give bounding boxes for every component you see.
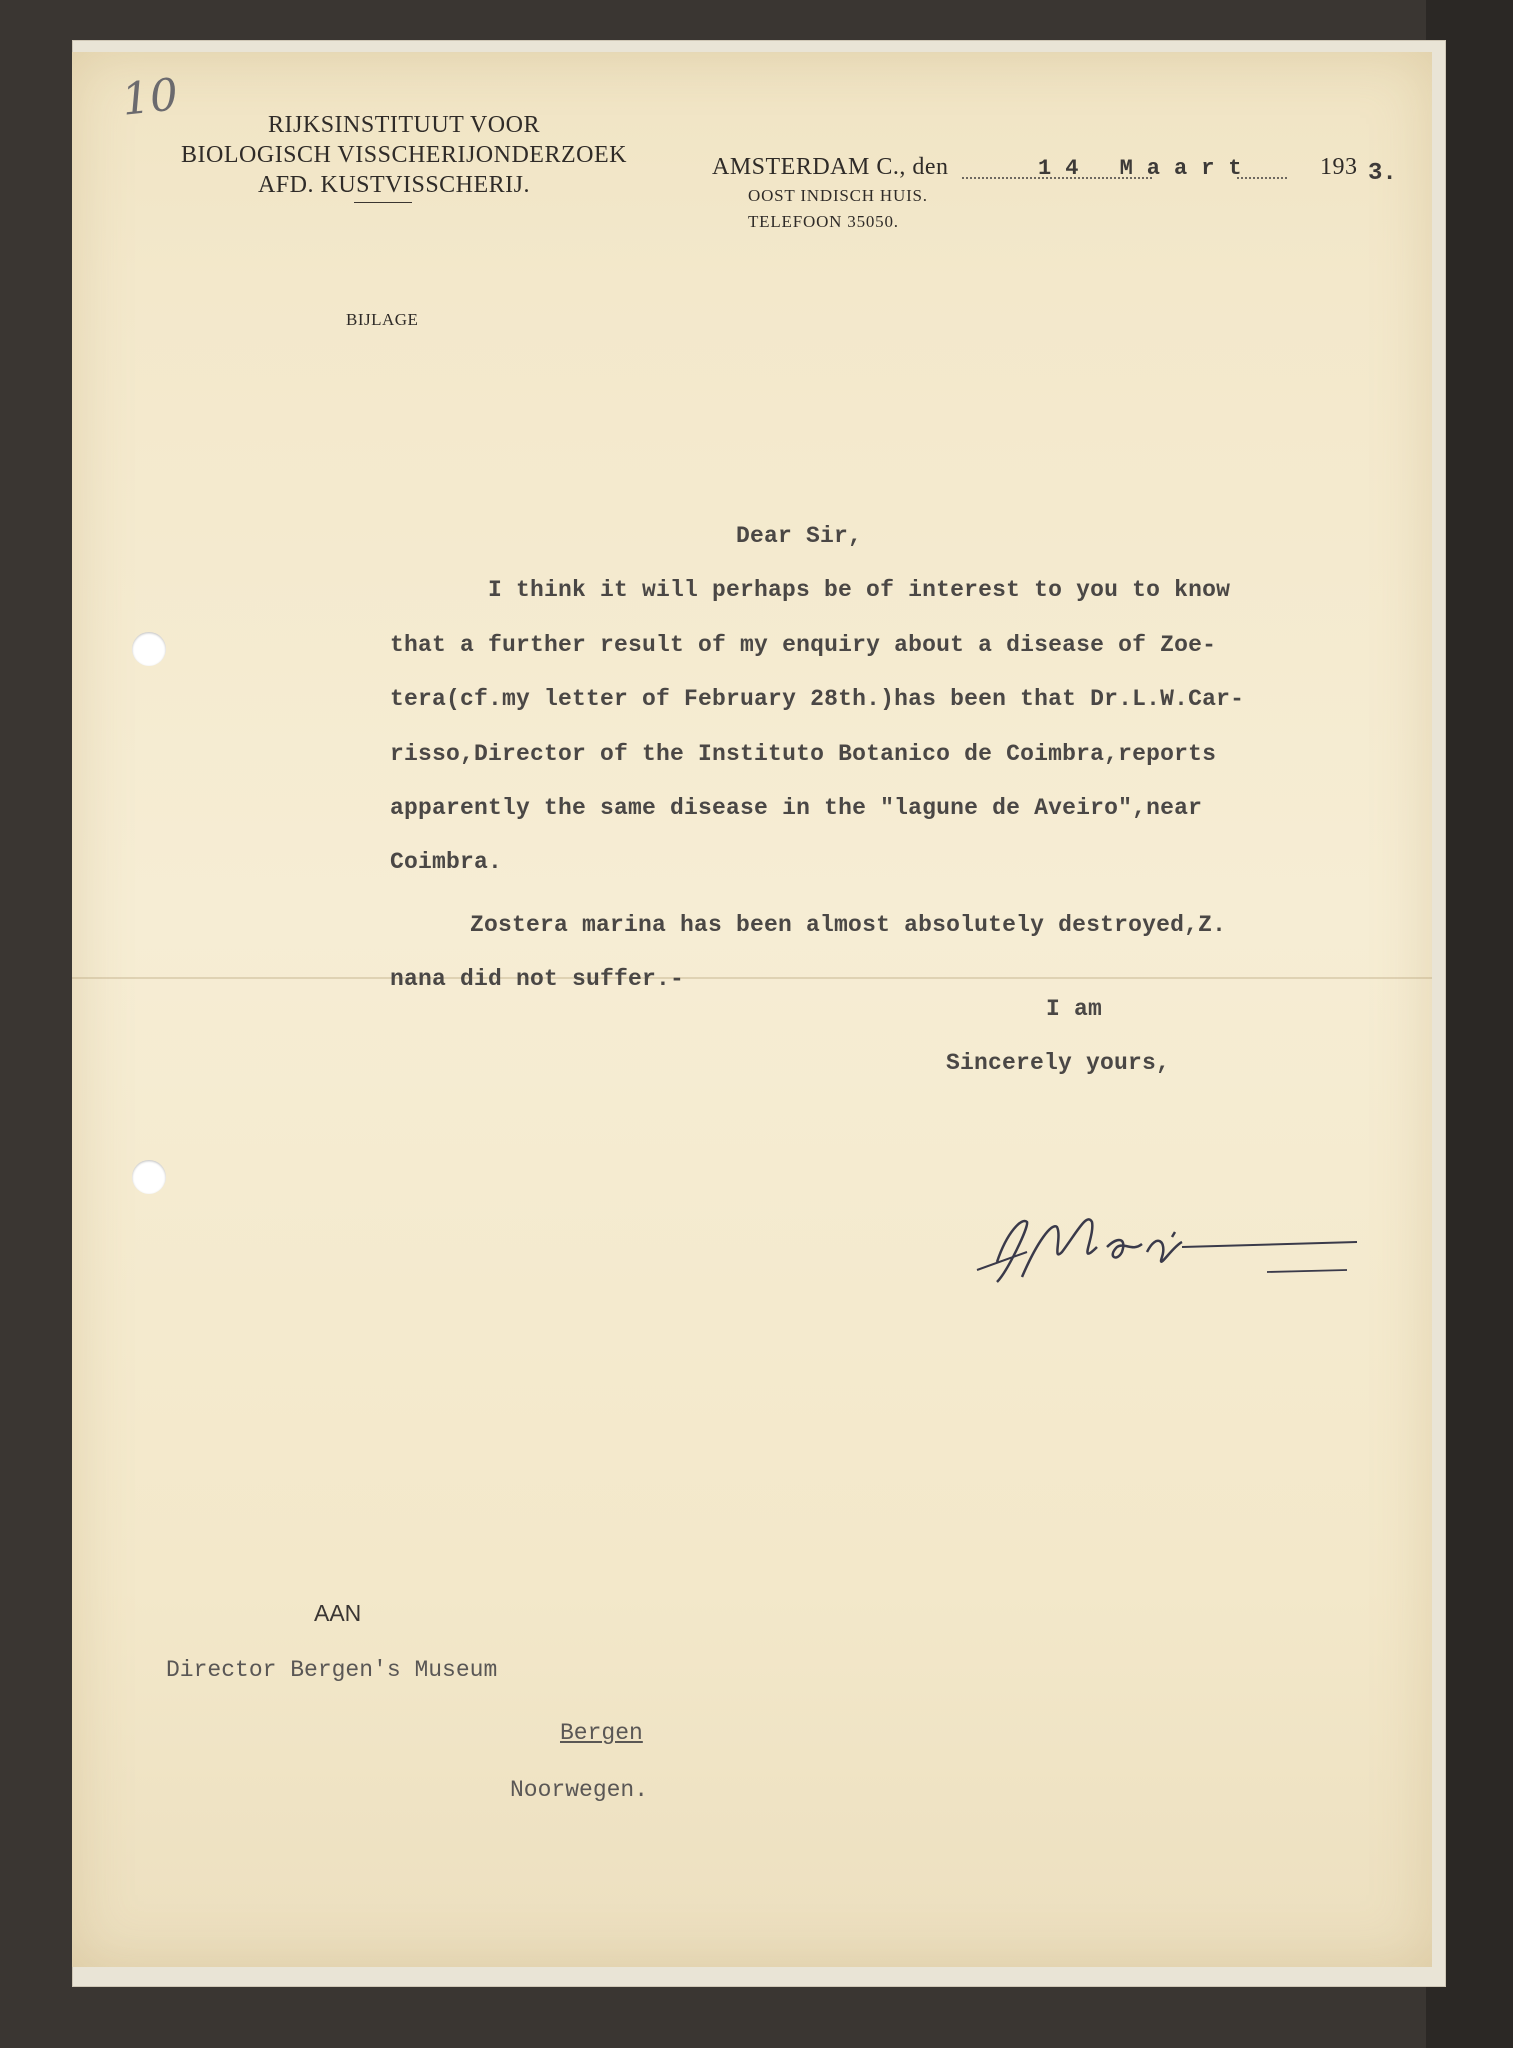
- punch-hole-top: [132, 632, 166, 666]
- body-line-3: tera(cf.my letter of February 28th.)has been that Dr.L.W.Car-: [390, 686, 1245, 712]
- letter-page: [72, 52, 1432, 1967]
- letterhead-rule: [354, 202, 412, 203]
- address: OOST INDISCH HUIS.: [748, 186, 928, 205]
- institute-line-3: AFD. KUSTVISSCHERIJ.: [257, 172, 531, 198]
- closing-i-am: I am: [1046, 996, 1103, 1022]
- body-line-8: nana did not suffer.-: [390, 966, 685, 992]
- body-line-6: Coimbra.: [390, 849, 503, 875]
- salutation: Dear Sir,: [736, 523, 863, 549]
- letter-date: 14 Maart: [1038, 156, 1256, 181]
- body-line-1: I think it will perhaps be of interest to you to know: [488, 577, 1231, 603]
- enclosure-label: BIJLAGE: [346, 310, 419, 329]
- body-line-5: apparently the same disease in the "lagune de Aveiro",near: [390, 795, 1203, 821]
- year-digit-value: 3: [1368, 160, 1383, 187]
- closing-sincerely: Sincerely yours,: [946, 1050, 1171, 1076]
- recipient-label: AAN: [314, 1600, 362, 1626]
- institute-line-1: RIJKSINSTITUUT VOOR: [268, 112, 540, 138]
- punch-hole-bottom: [132, 1160, 166, 1194]
- institute-line-2: BIOLOGISCH VISSCHERIJONDERZOEK: [181, 142, 627, 168]
- year-suffix: .: [1382, 160, 1397, 187]
- recipient-city: Bergen: [560, 1720, 643, 1746]
- body-line-7: Zostera marina has been almost absolutely destroyed,Z.: [470, 912, 1227, 938]
- city-label: AMSTERDAM C., den: [712, 154, 949, 180]
- year-digit: [1368, 160, 1397, 187]
- recipient-country: Noorwegen.: [510, 1777, 649, 1803]
- signature: [967, 1192, 1377, 1292]
- recipient-name: Director Bergen's Museum: [166, 1657, 498, 1683]
- folio-number: 10: [119, 69, 181, 126]
- phone: TELEFOON 35050.: [748, 212, 899, 231]
- fold-crease: [72, 977, 1432, 979]
- year-prefix: 193: [1320, 154, 1358, 180]
- body-line-2: that a further result of my enquiry about a disease of Zoe-: [390, 632, 1217, 658]
- body-line-4: risso,Director of the Instituto Botanico de Coimbra,reports: [390, 741, 1217, 767]
- institute-name: [154, 110, 654, 200]
- year-dotted-line: [1237, 177, 1287, 179]
